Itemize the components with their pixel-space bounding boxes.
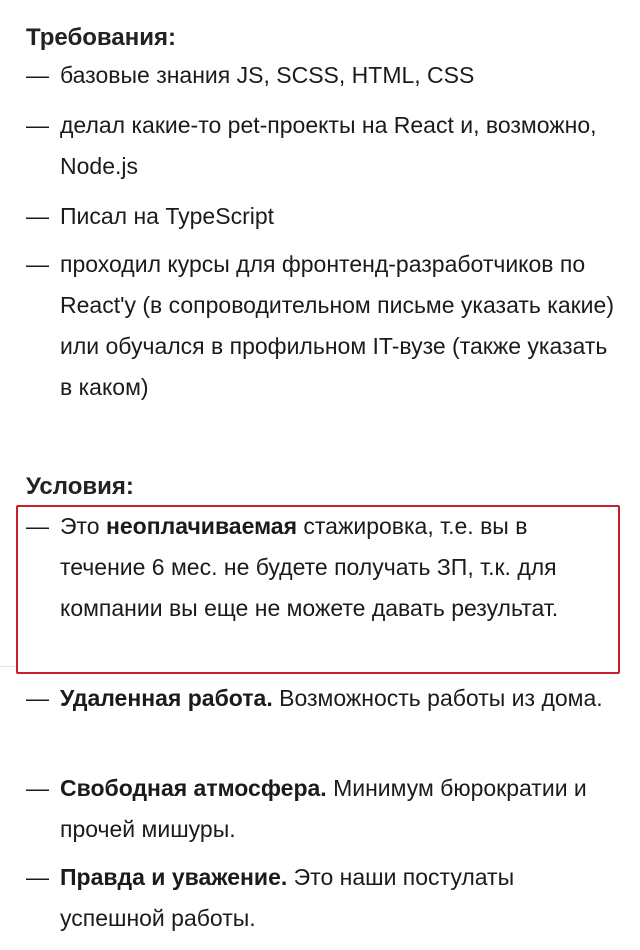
- requirement-text: базовые знания JS, SCSS, HTML, CSS: [60, 62, 475, 88]
- requirement-item: [26, 55, 618, 96]
- condition-rest: Возможность работы из дома.: [272, 685, 603, 711]
- conditions-heading: Условия:: [26, 473, 134, 500]
- condition-item: [26, 857, 618, 939]
- condition-item: [26, 678, 618, 719]
- divider: [0, 666, 16, 667]
- requirement-item: [26, 105, 618, 187]
- condition-rest: Минимум бюрократии и прочей мишуры.: [60, 775, 587, 842]
- dash: —: [26, 864, 49, 890]
- requirement-item: [26, 244, 618, 408]
- requirements-heading: Требования:: [26, 24, 176, 51]
- condition-prefix: Это: [60, 513, 106, 539]
- condition-bold: Удаленная работа.: [60, 685, 273, 711]
- dash: —: [26, 513, 49, 539]
- requirement-item: [26, 196, 618, 237]
- dash: —: [26, 62, 49, 88]
- dash: —: [26, 251, 49, 277]
- condition-text: [60, 768, 618, 850]
- dash: —: [26, 775, 49, 801]
- dash: —: [26, 203, 49, 229]
- requirement-text: проходил курсы для фронтенд-разработчиков по React'у (в сопроводительном письме указать какие) или обучался в профильном IT-вузе (также указать в каком): [60, 251, 614, 400]
- condition-bold: Свободная атмосфера.: [60, 775, 327, 801]
- condition-text: [60, 857, 618, 939]
- condition-item: [26, 768, 618, 850]
- requirement-text: делал какие-то pet-проекты на React и, возможно, Node.js: [60, 112, 597, 179]
- condition-rest: стажировка, т.е. вы в течение 6 мес. не будете получать ЗП, т.к. для компании вы еще не можете давать результат.: [60, 513, 559, 621]
- condition-bold: Правда и уважение.: [60, 864, 288, 890]
- condition-item: [26, 506, 618, 629]
- condition-rest: Это наши постулаты успешной работы.: [60, 864, 515, 931]
- requirement-text: Писал на TypeScript: [60, 203, 275, 229]
- condition-bold: неоплачиваемая: [106, 513, 297, 539]
- condition-text: [60, 506, 618, 629]
- dash: —: [26, 112, 49, 138]
- dash: —: [26, 685, 49, 711]
- condition-text: [60, 678, 618, 719]
